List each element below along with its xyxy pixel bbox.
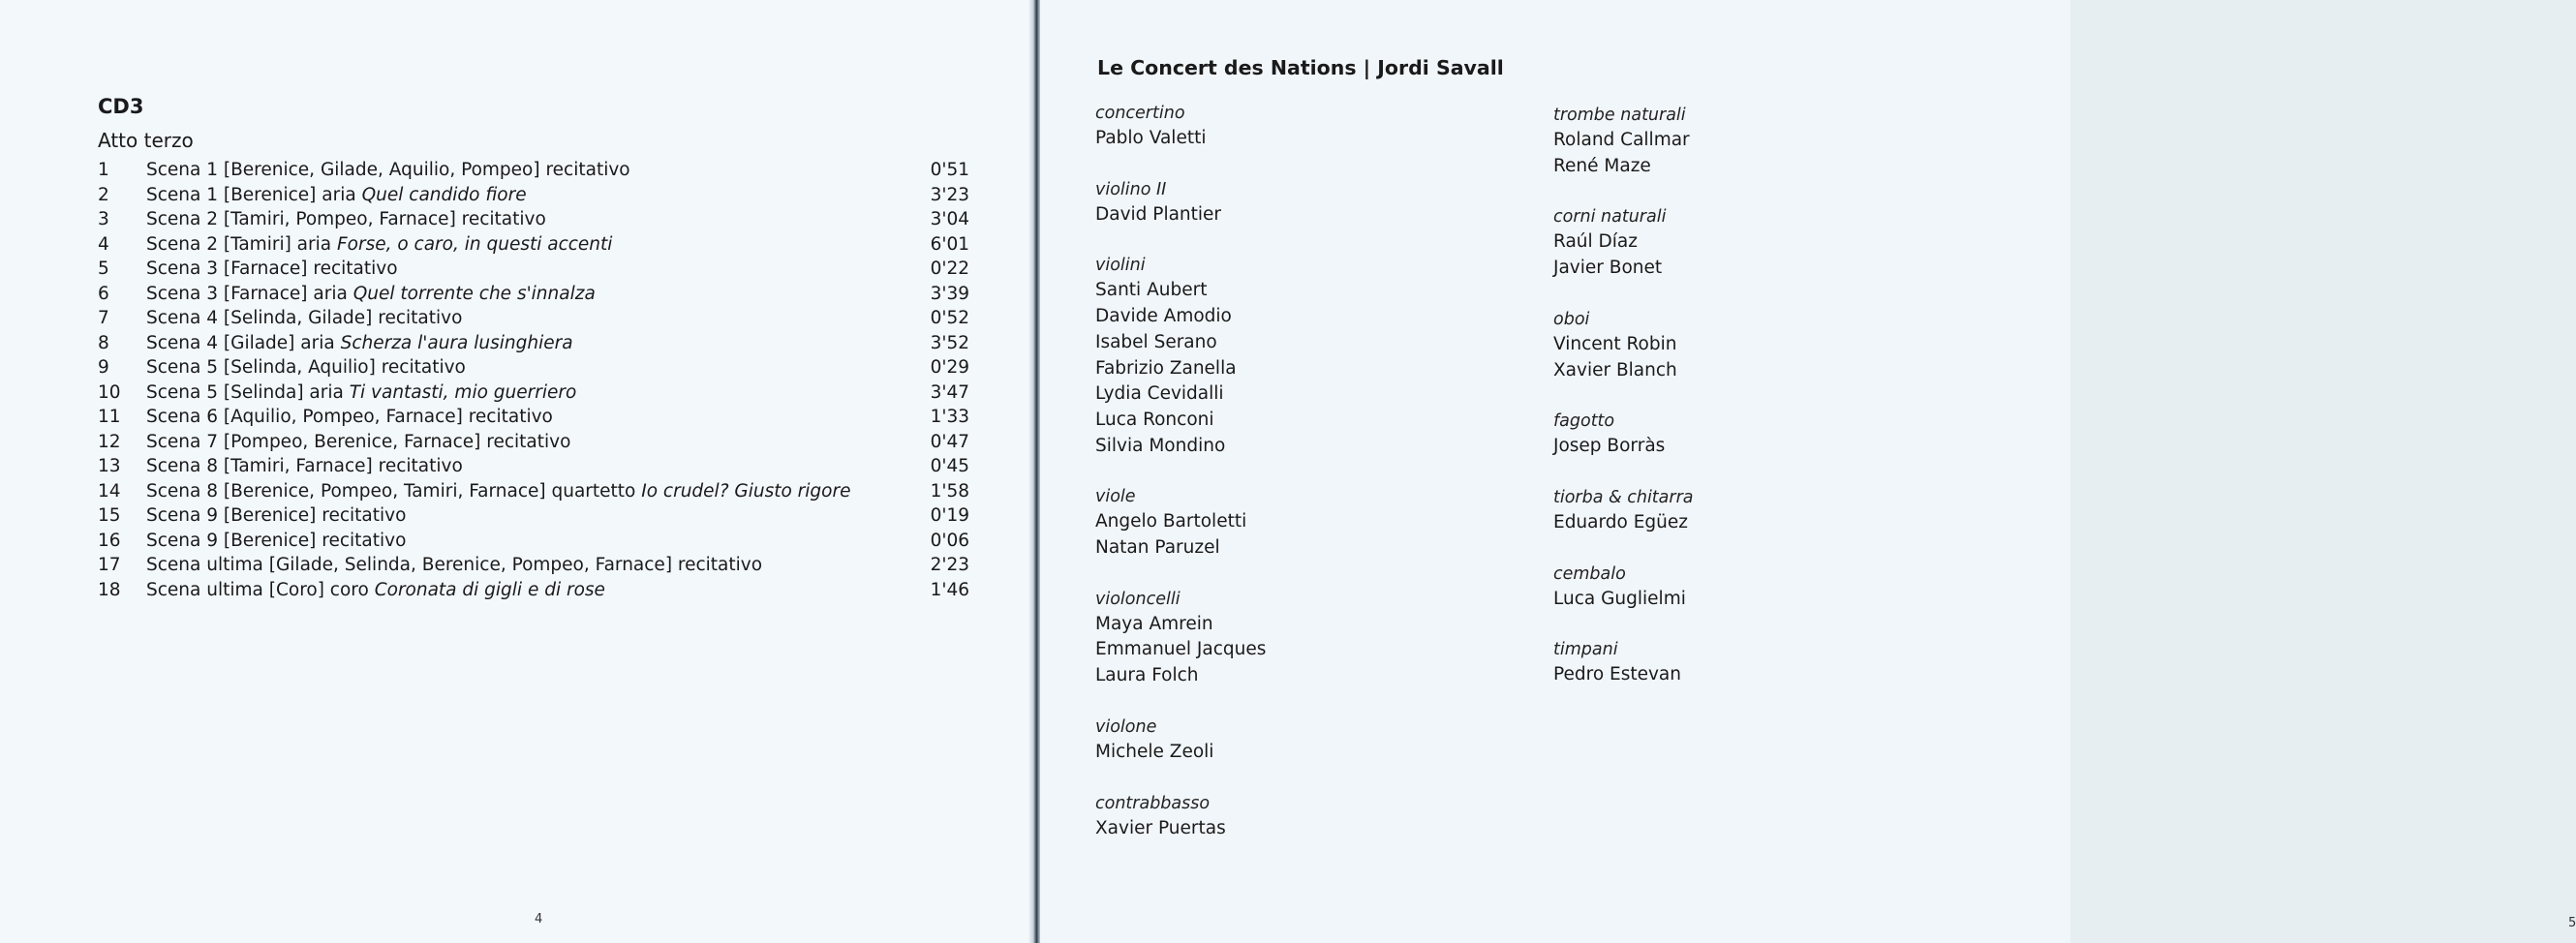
musician-name: Pablo Valetti [1095,128,1207,148]
track-number: 9 [98,357,109,378]
track-number: 8 [98,332,109,353]
track-description: Scena ultima [Gilade, Selinda, Berenice, Pompeo, Farnace] recitativo [146,555,763,575]
instrument-section [1095,715,1502,766]
musician-name: Luca Ronconi [1095,409,1214,430]
instrument-role: trombe naturali [1553,106,1686,125]
instrument-section [1553,409,1960,460]
track-duration: 3'39 [930,283,969,304]
musician-name: Roland Callmar [1553,130,1690,150]
instrument-role: violino II [1095,179,1167,199]
instrument-section [1553,485,1960,536]
aria-title: Ti vantasti, mio guerriero [349,381,577,403]
track-description: Scena 4 [Gilade] aria Scherza l'aura lusinghiera [146,332,573,353]
musician-name: Xavier Puertas [1095,817,1226,838]
instrument-role: contrabbasso [1095,793,1211,813]
track-row [98,282,969,307]
act-title: Atto terzo [98,129,194,152]
left-page [0,0,1032,943]
instrument-role: violoncelli [1095,589,1181,609]
track-duration: 3'04 [930,209,969,229]
track-duration: 1'33 [930,407,969,427]
track-duration: 0'06 [930,530,969,551]
track-number: 12 [98,431,121,452]
track-number: 5 [98,259,109,279]
instrument-role: concertino [1095,104,1185,123]
instrument-section [1095,253,1502,459]
track-number: 13 [98,456,121,476]
instrument-section [1553,307,1960,383]
musician-name: Davide Amodio [1095,306,1232,327]
instrument-role: tiorba & chitarra [1553,487,1694,507]
aria-title: Io crudel? Giusto rigore [641,480,851,502]
track-description: Scena 2 [Tamiri] aria Forse, o caro, in questi accenti [146,233,613,255]
instrument-role: oboi [1553,309,1590,329]
track-number: 14 [98,480,121,502]
track-row [98,306,969,331]
track-row [98,158,969,183]
track-duration: 1'58 [930,480,969,502]
musician-name: Lydia Cevidalli [1095,383,1224,405]
aria-title: Quel candido fiore [361,184,527,205]
track-description: Scena 8 [Berenice, Pompeo, Tamiri, Farnace] quartetto Io crudel? Giusto rigore [146,480,851,502]
track-number: 7 [98,308,109,328]
track-row [98,578,969,603]
track-row [98,257,969,282]
track-description: Scena 3 [Farnace] recitativo [146,259,398,279]
instrument-section [1095,101,1502,152]
track-duration: 0'52 [930,308,969,328]
musician-name: Silvia Mondino [1095,435,1226,456]
track-row [98,503,969,529]
personnel-column-1 [1095,101,1502,867]
track-duration: 2'23 [930,555,969,575]
track-description: Scena 9 [Berenice] recitativo [146,505,407,526]
track-row [98,232,969,258]
track-number: 1 [98,160,109,180]
instrument-section [1553,637,1960,688]
track-duration: 0'47 [930,431,969,452]
musician-name: Xavier Blanch [1553,359,1677,380]
instrument-section [1553,103,1960,179]
musician-name: Angelo Bartoletti [1095,511,1247,532]
musician-name: Eduardo Egüez [1553,511,1688,532]
track-duration: 0'45 [930,456,969,476]
track-number: 18 [98,579,121,600]
track-duration: 3'47 [930,381,969,403]
track-description: Scena 5 [Selinda, Aquilio] recitativo [146,357,466,378]
cd-title: CD3 [98,95,144,118]
musician-name: Isabel Serano [1095,331,1217,352]
track-description: Scena 3 [Farnace] aria Quel torrente che s'innalza [146,283,596,304]
musician-name: Fabrizio Zanella [1095,357,1237,379]
musician-name: Emmanuel Jacques [1095,639,1267,660]
track-row [98,529,969,554]
instrument-role: violone [1095,716,1157,737]
instrument-section [1095,484,1502,561]
aria-title: Scherza l'aura lusinghiera [340,332,573,353]
track-row [98,430,969,455]
track-description: Scena 2 [Tamiri, Pompeo, Farnace] recitativo [146,209,546,229]
track-number: 6 [98,283,109,304]
instrument-section [1553,562,1960,613]
track-row [98,331,969,356]
track-number: 15 [98,505,121,526]
track-row [98,355,969,380]
track-duration: 3'23 [930,184,969,205]
track-duration: 0'51 [930,160,969,180]
instrument-role: violini [1095,256,1146,276]
musician-name: Luca Guglielmi [1553,588,1686,609]
instrument-role: fagotto [1553,411,1615,432]
musician-name: Pedro Estevan [1553,664,1681,685]
instrument-section [1095,791,1502,842]
page-number-right: 5 [2568,916,2576,930]
instrument-role: corni naturali [1553,207,1667,228]
track-number: 16 [98,530,121,551]
page-number-left: 4 [535,912,543,927]
musician-name: Vincent Robin [1553,333,1677,354]
instrument-role: cembalo [1553,563,1626,584]
track-row [98,183,969,208]
track-duration: 6'01 [930,233,969,255]
musician-name: Javier Bonet [1553,258,1663,279]
track-row [98,207,969,232]
track-description: Scena 7 [Pompeo, Berenice, Farnace] recitativo [146,431,571,452]
instrument-section [1095,587,1502,689]
track-row [98,380,969,406]
track-description: Scena 8 [Tamiri, Farnace] recitativo [146,456,463,476]
track-description: Scena 9 [Berenice] recitativo [146,530,407,551]
musician-name: Raúl Díaz [1553,231,1638,253]
track-row [98,405,969,430]
track-row [98,454,969,479]
track-number: 3 [98,209,109,229]
track-row [98,479,969,504]
track-row [98,553,969,578]
track-list [98,158,969,602]
track-description: Scena 4 [Selinda, Gilade] recitativo [146,308,463,328]
musician-name: Josep Borràs [1553,436,1666,457]
track-description: Scena ultima [Coro] coro Coronata di gigli e di rose [146,579,605,600]
musician-name: David Plantier [1095,203,1222,225]
ensemble-title: Le Concert des Nations | Jordi Savall [1097,56,1504,79]
track-number: 4 [98,233,109,255]
track-duration: 0'22 [930,259,969,279]
track-duration: 0'19 [930,505,969,526]
musician-name: René Maze [1553,155,1651,176]
musician-name: Michele Zeoli [1095,741,1214,762]
instrument-role: viole [1095,487,1136,507]
musician-name: Natan Paruzel [1095,537,1220,559]
aria-title: Forse, o caro, in questi accenti [337,233,613,255]
track-duration: 1'46 [930,579,969,600]
personnel-column-2 [1553,103,1960,714]
musician-name: Maya Amrein [1095,613,1213,634]
musician-name: Santi Aubert [1095,280,1208,301]
track-number: 11 [98,407,121,427]
track-description: Scena 5 [Selinda] aria Ti vantasti, mio guerriero [146,381,577,403]
track-duration: 3'52 [930,332,969,353]
aria-title: Quel torrente che s'innalza [353,283,596,304]
instrument-section [1095,177,1502,228]
track-description: Scena 6 [Aquilio, Pompeo, Farnace] recitativo [146,407,553,427]
musician-name: Laura Folch [1095,665,1199,686]
instrument-role: timpani [1553,640,1618,660]
track-number: 10 [98,381,121,403]
aria-title: Coronata di gigli e di rose [374,579,605,600]
track-description: Scena 1 [Berenice] aria Quel candido fiore [146,184,527,205]
instrument-section [1553,204,1960,281]
track-description: Scena 1 [Berenice, Gilade, Aquilio, Pompeo] recitativo [146,160,630,180]
track-number: 2 [98,184,109,205]
track-number: 17 [98,555,121,575]
track-duration: 0'29 [930,357,969,378]
